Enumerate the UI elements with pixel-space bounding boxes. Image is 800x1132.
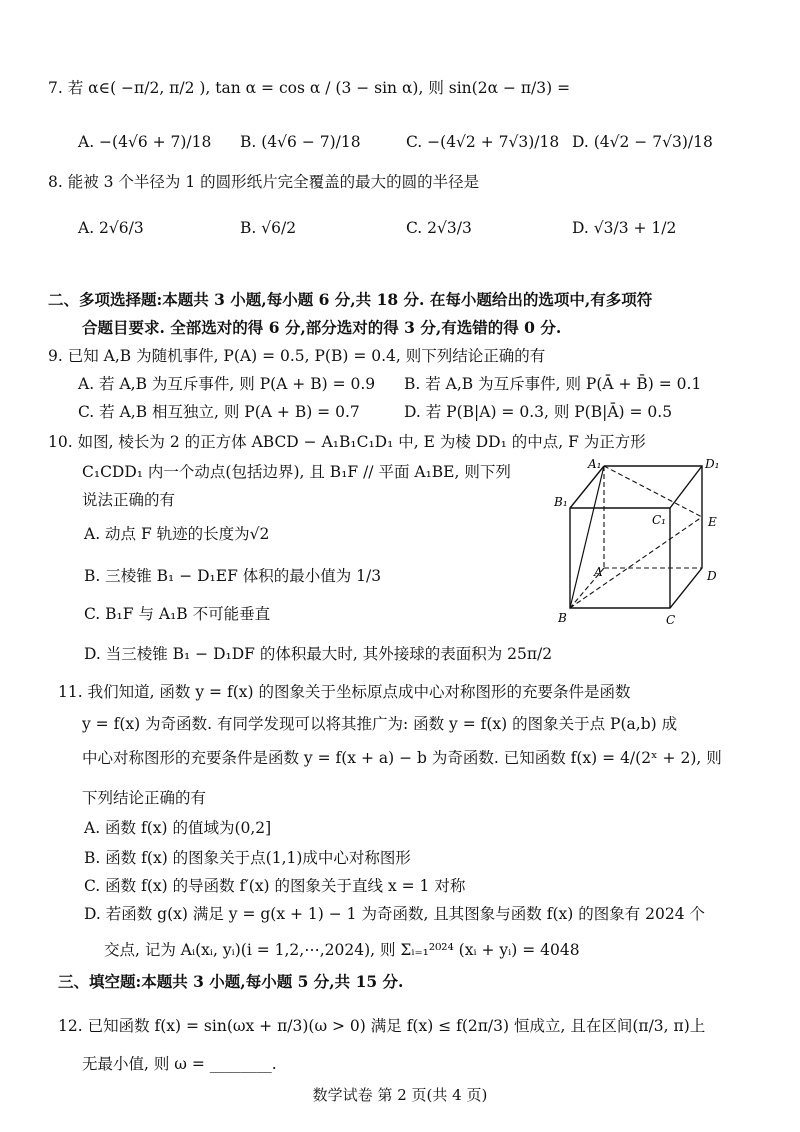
q7-option-c: C. −(4√2 + 7√3)/18	[406, 133, 560, 151]
q11-option-a: A. 函数 f(x) 的值域为(0,2]	[84, 819, 272, 837]
q11-line1: 11. 我们知道, 函数 y = f(x) 的图象关于坐标原点成中心对称图形的充要条件是函数	[58, 683, 631, 701]
q12-line1: 12. 已知函数 f(x) = sin(ωx + π/3)(ω > 0) 满足 f(x) ≤ f(2π/3) 恒成立, 且在区间(π/3, π)上	[58, 1017, 706, 1035]
q9-stem: 9. 已知 A,B 为随机事件, P(A) = 0.5, P(B) = 0.4, 则下列结论正确的有	[48, 347, 546, 365]
q9-option-c: C. 若 A,B 相互独立, 则 P(A + B) = 0.7	[78, 403, 360, 421]
section2-heading-line2: 合题目要求. 全部选对的得 6 分,部分选对的得 3 分,有选错的得 0 分.	[82, 318, 562, 337]
section3-heading: 三、填空题:本题共 3 小题,每小题 5 分,共 15 分.	[58, 972, 404, 991]
q9-option-b: B. 若 A,B 为互斥事件, 则 P(Ā + B̄) = 0.1	[404, 375, 702, 393]
q10-option-a: A. 动点 F 轨迹的长度为√2	[84, 525, 270, 543]
section2-heading-line1: 二、多项选择题:本题共 3 小题,每小题 6 分,共 18 分. 在每小题给出的选项中,有多项符	[48, 290, 653, 309]
q9-option-d: D. 若 P(B|A) = 0.3, 则 P(B|Ā) = 0.5	[404, 403, 673, 421]
q10-stem-line1: 10. 如图, 棱长为 2 的正方体 ABCD − A₁B₁C₁D₁ 中, E 为棱 DD₁ 的中点, F 为正方形	[48, 433, 646, 451]
cube-figure	[552, 456, 732, 636]
label-d1: D₁	[705, 457, 720, 471]
q10-option-d: D. 当三棱锥 B₁ − D₁DF 的体积最大时, 其外接球的表面积为 25π/2	[84, 645, 553, 663]
q11-option-d-cont: 交点, 记为 Aᵢ(xᵢ, yᵢ)(i = 1,2,⋯,2024), 则 Σᵢ₌₁²⁰²⁴ (xᵢ + yᵢ) = 4048	[104, 941, 580, 959]
q8-option-c: C. 2√3/3	[406, 219, 472, 237]
label-c1: C₁	[652, 513, 666, 527]
q10-stem-line2: C₁CDD₁ 内一个动点(包括边界), 且 B₁F // 平面 A₁BE, 则下列	[82, 463, 511, 481]
q7-stem: 7. 若 α∈( −π/2, π/2 ), tan α = cos α / (3 − sin α), 则 sin(2α − π/3) =	[48, 79, 571, 97]
page-footer: 数学试卷 第 2 页(共 4 页)	[312, 1086, 488, 1104]
label-a: A	[594, 565, 603, 579]
q8-option-a: A. 2√6/3	[78, 219, 144, 237]
q11-option-c: C. 函数 f(x) 的导函数 f′(x) 的图象关于直线 x = 1 对称	[84, 877, 466, 895]
label-c: C	[666, 613, 676, 627]
q11-option-b: B. 函数 f(x) 的图象关于点(1,1)成中心对称图形	[84, 849, 411, 867]
q11-line3: 中心对称图形的充要条件是函数 y = f(x + a) − b 为奇函数. 已知函数 f(x) = 4/(2ˣ + 2), 则	[82, 749, 722, 767]
q9-option-a: A. 若 A,B 为互斥事件, 则 P(A + B) = 0.9	[78, 375, 376, 393]
q10-option-c: C. B₁F 与 A₁B 不可能垂直	[84, 605, 271, 623]
q11-line4: 下列结论正确的有	[82, 789, 207, 807]
label-b: B	[558, 611, 567, 625]
label-a1: A₁	[588, 457, 602, 471]
q7-option-a: A. −(4√6 + 7)/18	[78, 133, 212, 151]
q7-option-b: B. (4√6 − 7)/18	[240, 133, 361, 151]
q11-option-d: D. 若函数 g(x) 满足 y = g(x + 1) − 1 为奇函数, 且其图象与函数 f(x) 的图象有 2024 个	[84, 905, 706, 923]
label-e: E	[708, 515, 717, 529]
label-d: D	[707, 569, 717, 583]
label-b1: B₁	[554, 495, 568, 509]
q7-option-d: D. (4√2 − 7√3)/18	[572, 133, 713, 151]
q8-stem: 8. 能被 3 个半径为 1 的圆形纸片完全覆盖的最大的圆的半径是	[48, 173, 480, 191]
q10-stem-line3: 说法正确的有	[82, 491, 176, 509]
q12-line2: 无最小值, 则 ω = ________.	[82, 1055, 277, 1073]
q11-line2: y = f(x) 为奇函数. 有同学发现可以将其推广为: 函数 y = f(x) 的图象关于点 P(a,b) 成	[82, 715, 678, 733]
q8-option-b: B. √6/2	[240, 219, 297, 237]
q10-option-b: B. 三棱锥 B₁ − D₁EF 体积的最小值为 1/3	[84, 567, 382, 585]
q8-option-d: D. √3/3 + 1/2	[572, 219, 677, 237]
